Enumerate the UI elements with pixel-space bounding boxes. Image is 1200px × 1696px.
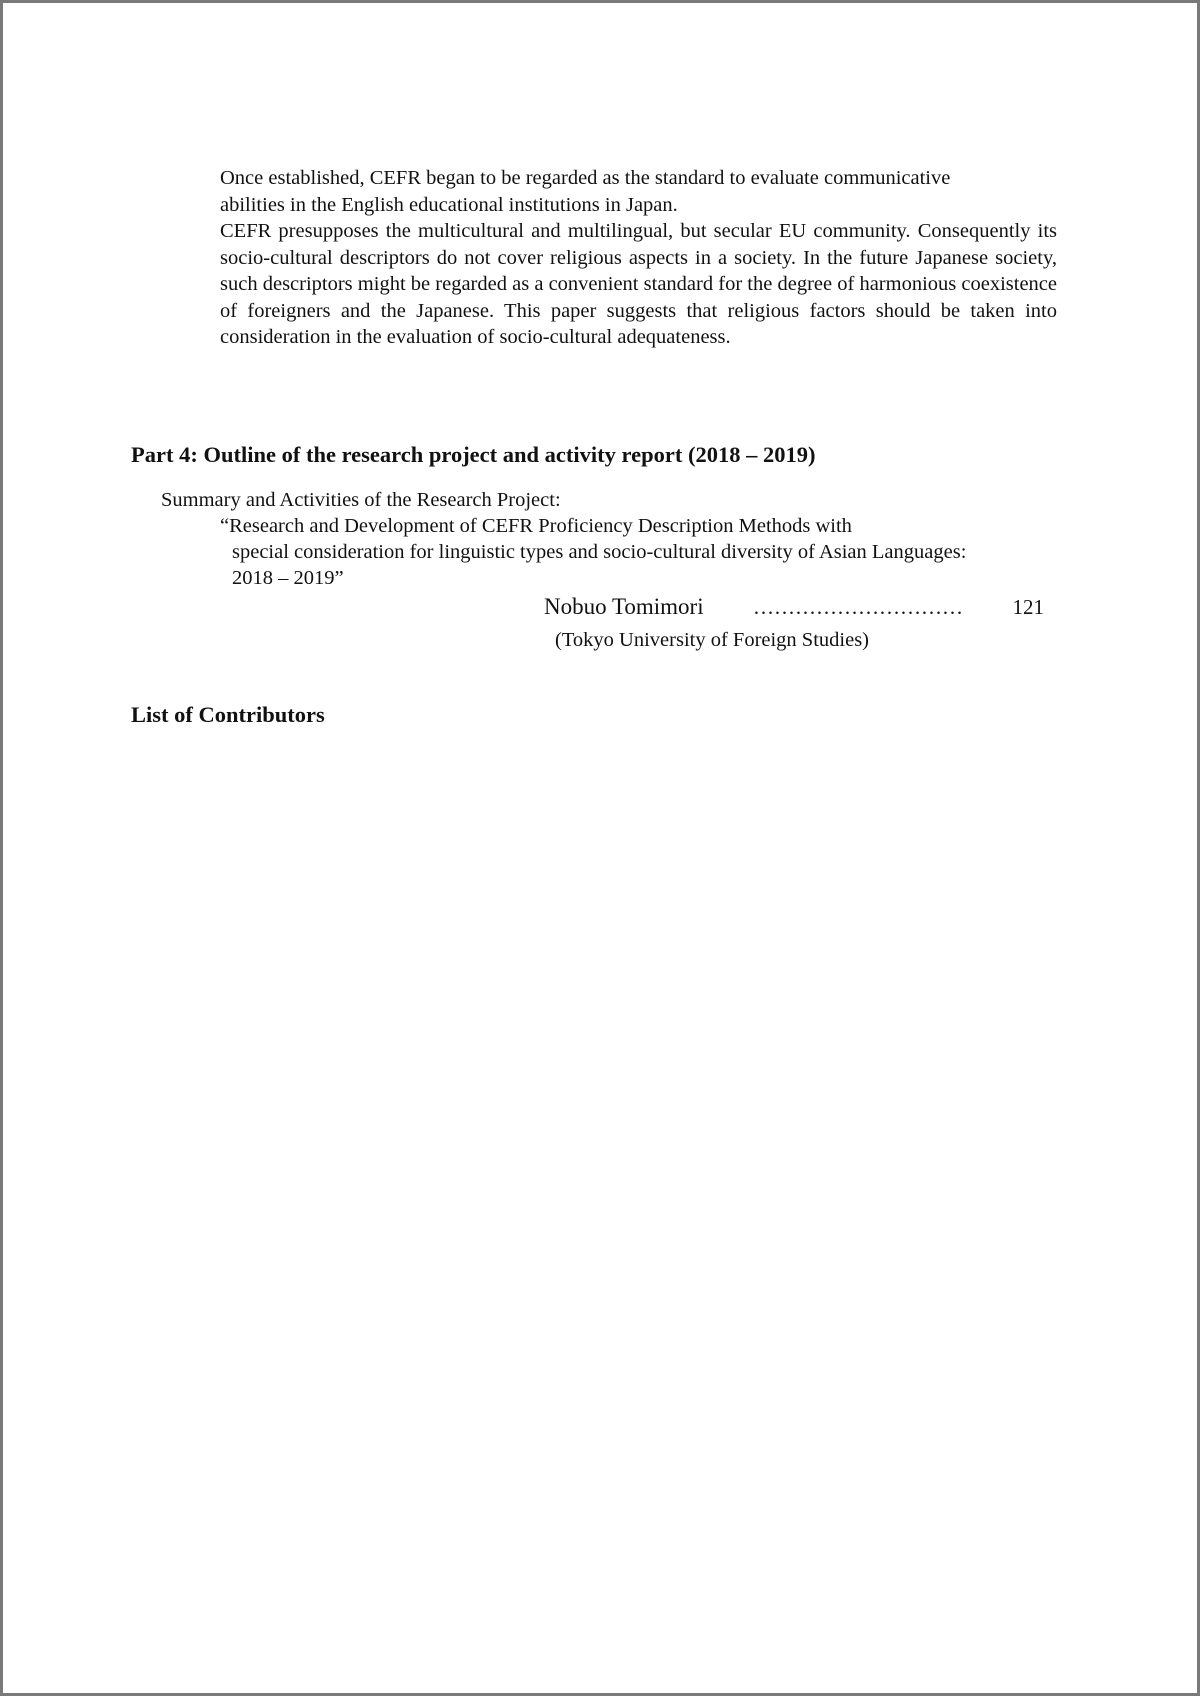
project-title-line-2: special consideration for linguistic types and socio-cultural diversity of Asian Languages: [232, 541, 967, 563]
author-name: Nobuo Tomimori [544, 594, 704, 619]
toc-entry[interactable] [544, 592, 1044, 622]
abstract-paragraph-1 [220, 165, 1057, 218]
abstract-text [220, 165, 1057, 351]
part-4-heading: Part 4: Outline of the research project and activity report (2018 – 2019) [131, 442, 816, 467]
abstract-paragraph-2: CEFR presupposes the multicultural and multilingual, but secular EU community. Consequently its socio-cultural descriptors do not cover religious aspects in a society. In the future Japanese society, such descriptors might be regarded as a convenient standard for the degree of harmonious coexistence of foreigners and the Japanese. This paper suggests that religious factors should be taken into consideration in the evaluation of socio-cultural adequateness. [220, 220, 1057, 348]
project-title [220, 513, 966, 591]
project-title-line-3: 2018 – 2019” [232, 567, 344, 589]
author-affiliation: (Tokyo University of Foreign Studies) [555, 629, 870, 651]
abstract-paragraph-1-line-2: abilities in the English educational institutions in Japan. [220, 193, 678, 216]
list-of-contributors-heading: List of Contributors [131, 702, 325, 727]
abstract-paragraph-1-line-1: Once established, CEFR began to be regarded as the standard to evaluate communicative [220, 167, 951, 189]
project-title-line-1: “Research and Development of CEFR Proficiency Description Methods with [220, 515, 852, 537]
summary-label: Summary and Activities of the Research Project: [161, 489, 561, 511]
page-number: 121 [1012, 595, 1044, 619]
leader-dots: ………………………… [753, 595, 963, 619]
